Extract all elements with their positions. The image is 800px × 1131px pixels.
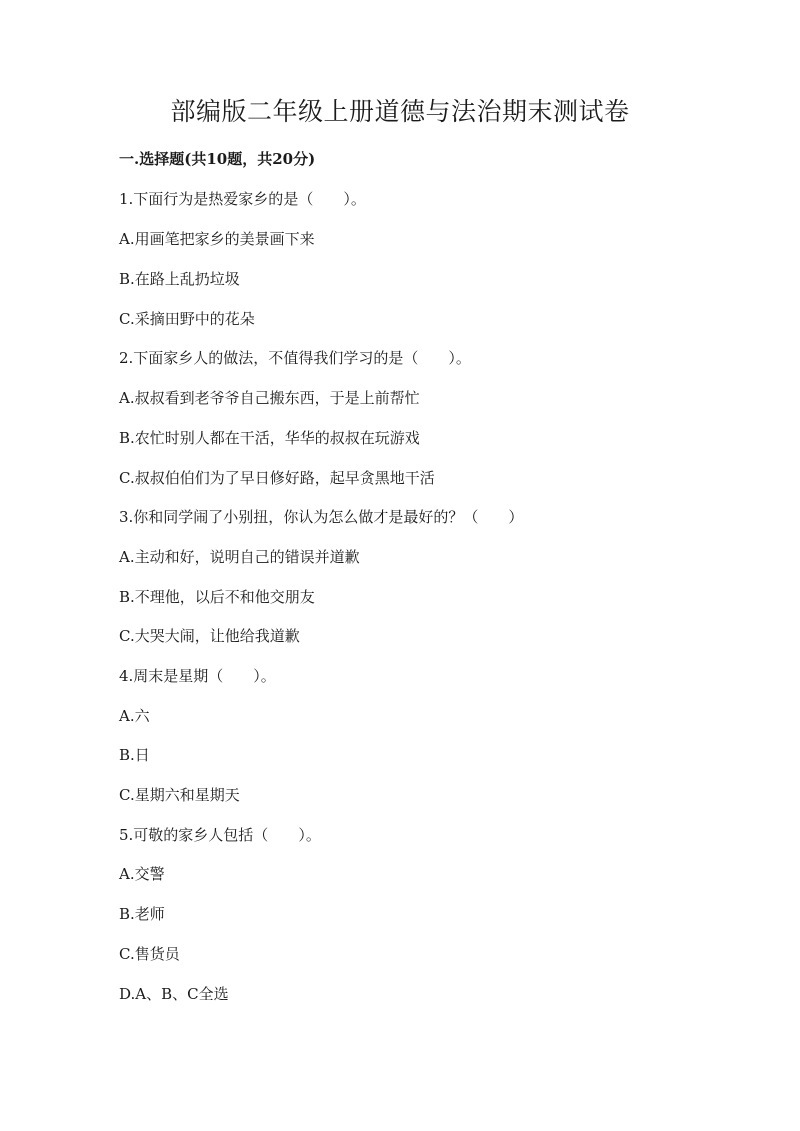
- question-1-option-c: C.采摘田野中的花朵: [119, 310, 255, 328]
- question-4-option-c: C.星期六和星期天: [119, 786, 240, 804]
- question-5-stem: 5.可敬的家乡人包括（ ）。: [119, 826, 321, 844]
- question-3-option-a: A.主动和好，说明自己的错误并道歉: [119, 548, 360, 566]
- question-2-option-b: B.农忙时别人都在干活，华华的叔叔在玩游戏: [119, 429, 420, 447]
- question-4-option-a: A.六: [119, 707, 150, 725]
- question-4-stem: 4.周末是星期（ ）。: [119, 667, 276, 685]
- question-1-stem: 1.下面行为是热爱家乡的是（ ）。: [119, 190, 366, 208]
- question-5-option-a: A.交警: [119, 865, 165, 883]
- question-3-option-c: C.大哭大闹，让他给我道歉: [119, 627, 300, 645]
- question-3-option-b: B.不理他，以后不和他交朋友: [119, 588, 315, 606]
- question-3-stem: 3.你和同学闹了小别扭，你认为怎么做才是最好的？（ ）: [119, 508, 524, 526]
- question-5-option-c: C.售货员: [119, 945, 180, 963]
- question-2-option-a: A.叔叔看到老爷爷自己搬东西，于是上前帮忙: [119, 389, 420, 407]
- question-2-option-c: C.叔叔伯伯们为了早日修好路，起早贪黑地干活: [119, 469, 435, 487]
- page-title: 部编版二年级上册道德与法治期末测试卷: [170, 97, 630, 126]
- question-4-option-b: B.日: [119, 746, 150, 764]
- question-2-stem: 2.下面家乡人的做法，不值得我们学习的是（ ）。: [119, 349, 471, 367]
- question-1-option-a: A.用画笔把家乡的美景画下来: [119, 230, 315, 248]
- section-heading: 一.选择题(共10题，共20分): [119, 150, 316, 168]
- question-1-option-b: B.在路上乱扔垃圾: [119, 270, 240, 288]
- question-5-option-b: B.老师: [119, 905, 165, 923]
- question-5-option-d: D.A、B、C全选: [119, 985, 229, 1003]
